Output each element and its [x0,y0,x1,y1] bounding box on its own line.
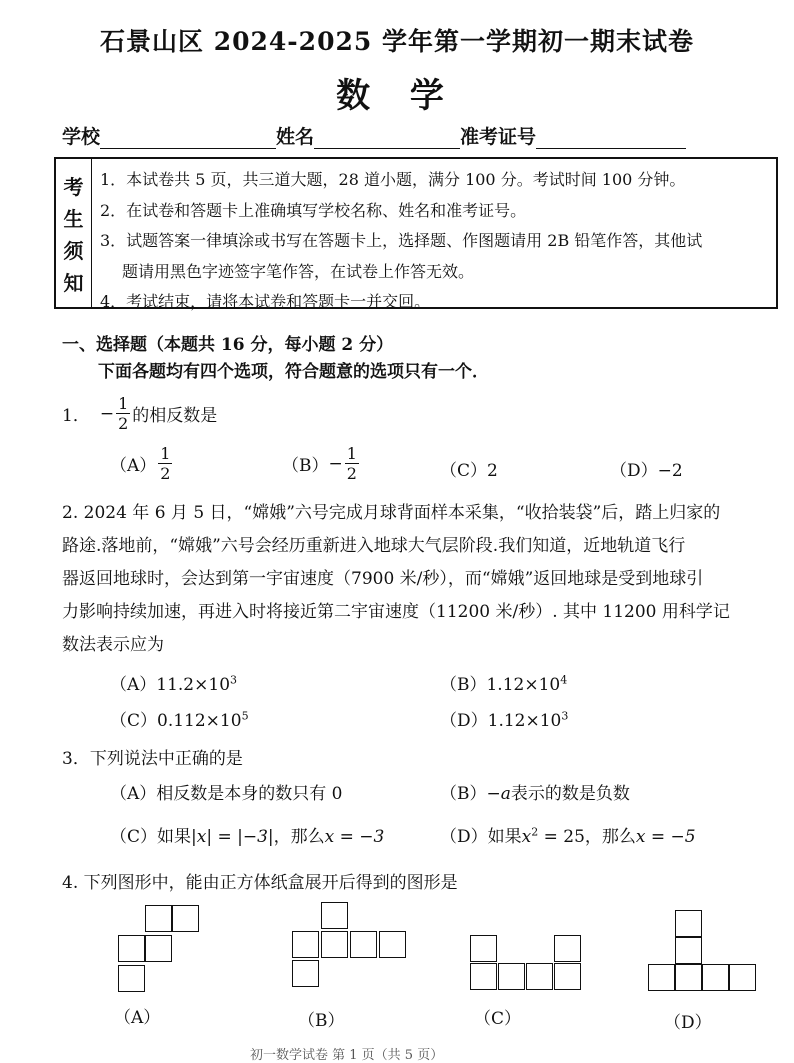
notice-item: 1．本试卷共 5 页，共三道大题，28 道小题，满分 100 分。考试时间 100 分钟。 [100,170,686,189]
school-blank[interactable] [100,128,276,149]
net-square [554,963,581,990]
q3-option-b[interactable] [440,779,630,804]
fraction-numerator: 1 [160,444,171,463]
exponent: 5 [241,709,249,723]
fraction [158,444,172,483]
option-text: ，那么 [273,827,325,847]
option-label: （A） [110,456,157,476]
notice-side-char: 知 [63,270,84,295]
q1-option-c[interactable]: （C）2 [440,461,498,481]
notice-item: 2．在试卷和答题卡上准确填写学校名称、姓名和准考证号。 [100,200,527,220]
page-footer: 初一数学试卷 第 1 页（共 5 页） [250,1048,444,1063]
question-3-stem: 3．下列说法中正确的是 [62,749,243,769]
student-info-line [62,122,686,149]
question-2-stem [62,497,772,662]
option-label: （B） [440,784,487,804]
q2-option-a[interactable] [110,670,237,695]
option-label: （B） [282,456,329,476]
net-square [118,965,145,992]
notice-item: 4．考试结束，请将本试卷和答题卡一并交回。 [100,292,431,311]
math-expression: |x| = |−3| [191,827,274,847]
q3-option-a[interactable]: （A）相反数是本身的数只有 0 [110,784,343,804]
math-expression: −a [486,784,511,804]
section-instruction: 下面各题均有四个选项，符合题意的选项只有一个． [98,362,489,382]
notice-box [54,157,778,309]
exponent: 3 [561,709,569,723]
net-square [145,935,172,962]
option-text: 表示的数是负数 [510,784,630,804]
net-label-a: （A） [114,1008,161,1028]
fraction [116,394,130,433]
net-square [350,931,377,958]
net-square [470,935,497,962]
fraction-denominator: 2 [160,464,171,483]
question-line: 数法表示应为 [62,635,164,655]
q1-option-b[interactable] [282,444,361,483]
net-square [172,905,199,932]
net-square [702,964,729,991]
q2-option-d[interactable] [440,706,568,731]
option-text: （C）0.112×10 [110,711,242,731]
fraction-numerator: 1 [346,444,357,463]
exponent: 2 [531,825,539,839]
net-square [554,935,581,962]
notice-item: 3．试题答案一律填涂或书写在答题卡上，选择题、作图题请用 2B 铅笔作答，其他试 [100,231,703,250]
net-square [145,905,172,932]
option-text: （D）1.12×10 [440,711,562,731]
net-square [292,960,319,987]
q1-option-d[interactable]: （D）−2 [610,461,683,481]
subject-title: 数 学 [336,76,458,116]
exponent: 4 [560,673,568,687]
question-line: 器返回地球时，会达到第一宇宙速度（7900 米/秒），而“嫦娥”返回地球是受到地球引 [62,569,704,589]
net-square [470,963,497,990]
option-text: = 25，那么 [538,827,636,847]
question-4-stem: 4. 下列图形中，能由正方体纸盒展开后得到的图形是 [62,873,458,893]
q1-option-a[interactable] [110,444,174,483]
exam-no-blank[interactable] [536,128,686,149]
fraction-denominator: 2 [118,414,129,433]
q3-option-d[interactable] [440,822,696,847]
question-1-stem [62,394,217,433]
q2-option-b[interactable] [440,670,567,695]
minus-sign: − [328,453,343,474]
question-number: 1． [62,406,90,426]
fraction-denominator: 2 [346,464,357,483]
option-text: （A）11.2×10 [110,675,231,695]
section-heading: 一、选择题（本题共 16 分，每小题 2 分） [62,335,394,355]
net-square [526,963,553,990]
question-line: 路途.落地前，“嫦娥”六号会经历重新进入地球大气层阶段.我们知道，近地轨道飞行 [62,536,686,556]
math-expression: x [521,827,532,847]
option-text: （B）1.12×10 [440,675,561,695]
math-expression: x = −3 [324,827,385,847]
net-square [648,964,675,991]
net-label-b: （B） [298,1011,345,1031]
q2-option-c[interactable] [110,706,249,731]
exam-title: 石景山区 2024-2025 学年第一学期初一期末试卷 [100,27,694,56]
net-label-d: （D） [664,1013,712,1033]
net-square [292,931,319,958]
name-label: 姓名 [276,126,315,148]
net-square [675,937,702,964]
notice-side-char: 考 [63,174,84,199]
net-square [498,963,525,990]
fraction-numerator: 1 [118,394,129,413]
question-line: 2. 2024 年 6 月 5 日，“嫦娥”六号完成月球背面样本采集，“收拾装袋”后，踏上归家的 [62,503,721,523]
net-square [675,964,702,991]
q3-option-c[interactable] [110,822,384,847]
minus-sign: − [99,403,115,424]
fraction [345,444,359,483]
net-square [379,931,406,958]
school-label: 学校 [62,126,101,148]
net-label-c: （C） [474,1009,522,1029]
exam-no-label: 准考证号 [460,126,537,148]
net-square [118,935,145,962]
exponent: 3 [230,673,238,687]
option-label: （C）如果 [110,827,192,847]
notice-side-label [56,159,92,307]
net-square [321,902,348,929]
net-square [729,964,756,991]
notice-item: 题请用黑色字迹签字笔作答，在试卷上作答无效。 [122,261,475,281]
notice-items [100,165,770,318]
net-square [321,931,348,958]
notice-side-char: 须 [63,238,84,263]
net-square [675,910,702,937]
option-label: （D）如果 [440,827,522,847]
math-expression: x = −5 [635,827,696,847]
question-line: 力影响持续加速，再进入时将接近第二宇宙速度（11200 米/秒）. 其中 11200 用科学记 [62,602,730,622]
question-text: 的相反数是 [132,406,218,426]
name-blank[interactable] [314,128,460,149]
notice-side-char: 生 [63,206,84,231]
